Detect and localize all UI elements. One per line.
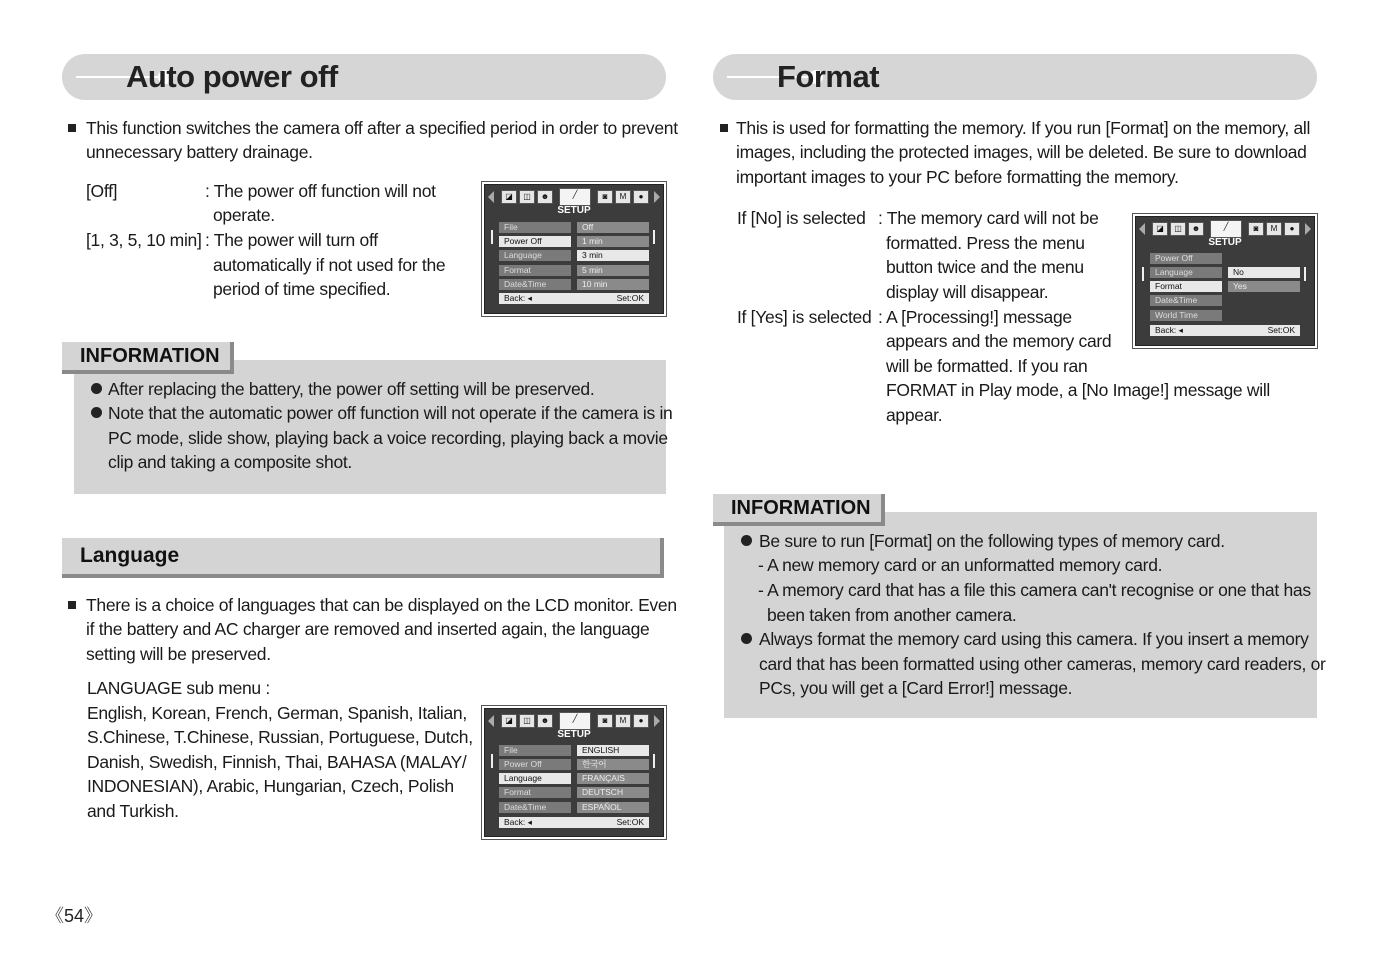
lcd-header: SETUP <box>557 729 591 740</box>
info-sub-line: - A memory card that has a file this camera can't recognise or one that has <box>758 580 1311 600</box>
scroll-bar <box>653 230 655 244</box>
language-sub-line: Danish, Swedish, Finnish, Thai, BAHASA (MALAY/ <box>87 752 467 772</box>
lcd-option: ESPAÑOL <box>577 802 649 813</box>
lcd-back-label: Back: ◂ <box>504 817 532 827</box>
information-label: INFORMATION <box>62 342 234 374</box>
lcd-footer <box>499 817 649 828</box>
toggle-icon: ● <box>633 190 649 204</box>
lcd-footer <box>499 293 649 304</box>
square-bullet-icon <box>68 124 76 132</box>
language-intro-line: if the battery and AC charger are removed and inserted again, the language <box>86 619 650 639</box>
scroll-bar <box>491 230 493 244</box>
option-desc: operate. <box>213 205 275 225</box>
lcd-setup-language <box>484 708 664 837</box>
round-bullet-icon <box>91 383 102 394</box>
lcd-menu-item: File <box>499 745 571 756</box>
camera-mode-icon: ◪ <box>1152 222 1168 236</box>
info-sub-line: - A new memory card or an unformatted memory card. <box>758 555 1163 575</box>
language-header: Language <box>62 538 664 578</box>
info-line: After replacing the battery, the power off setting will be preserved. <box>108 379 595 399</box>
option-desc: appear. <box>886 405 943 425</box>
lcd-menu-item: Format <box>499 787 571 798</box>
option-desc: button twice and the menu <box>886 257 1084 277</box>
scroll-bar <box>1304 267 1306 281</box>
lcd-set-label: Set:OK <box>1267 325 1295 335</box>
info-line: Always format the memory card using this camera. If you insert a memory <box>759 629 1309 649</box>
option-desc: FORMAT in Play mode, a [No Image!] message will <box>886 380 1270 400</box>
lcd-menu-item: Date&Time <box>499 802 571 813</box>
intro-line: important images to your PC before formatting the memory. <box>736 167 1179 187</box>
option-desc: appears and the memory card <box>886 331 1112 351</box>
wrench-icon: ╱ <box>1210 220 1242 238</box>
option-key: If [No] is selected <box>737 208 866 228</box>
lcd-option: 1 min <box>577 236 649 247</box>
lcd-header: SETUP <box>1208 237 1242 248</box>
option-desc: period of time specified. <box>213 279 391 299</box>
square-bullet-icon <box>720 124 728 132</box>
square-bullet-icon <box>68 601 76 609</box>
info-sub-line: been taken from another camera. <box>767 605 1017 625</box>
intro-line: This is used for formatting the memory. If you run [Format] on the memory, all <box>736 118 1311 138</box>
lcd-header: SETUP <box>557 205 591 216</box>
language-sub-line: and Turkish. <box>87 801 179 821</box>
lcd-menu-item: Language <box>1150 267 1222 278</box>
capture-icon: ◙ <box>597 190 613 204</box>
lcd-back-label: Back: ◂ <box>504 293 532 303</box>
lcd-menu-item: Language <box>499 773 571 784</box>
lcd-option: DEUTSCH <box>577 787 649 798</box>
lcd-option: FRANÇAIS <box>577 773 649 784</box>
manual-mode-icon: M <box>1266 222 1282 236</box>
language-sub-line: English, Korean, French, German, Spanish, Italian, <box>87 703 467 723</box>
toggle-icon: ● <box>633 714 649 728</box>
manual-mode-icon: M <box>615 714 631 728</box>
manual-mode-icon: M <box>615 190 631 204</box>
lcd-menu-item: File <box>499 222 571 233</box>
option-key: [Off] <box>86 181 118 201</box>
language-intro-line: setting will be preserved. <box>86 644 271 664</box>
intro-line: This function switches the camera off after a specified period in order to prevent <box>86 118 678 138</box>
lcd-option: Off <box>577 222 649 233</box>
arrow-right-icon <box>654 191 660 203</box>
arrow-left-icon <box>488 715 494 727</box>
wrench-icon: ╱ <box>559 188 591 206</box>
info-line: Be sure to run [Format] on the following types of memory card. <box>759 531 1225 551</box>
camera-mode-icon: ◪ <box>501 190 517 204</box>
info-line: PC mode, slide show, playing back a voice recording, playing back a movie <box>108 428 668 448</box>
info-line: Note that the automatic power off function will not operate if the camera is in <box>108 403 673 423</box>
option-desc: : The power off function will not <box>205 181 436 201</box>
lcd-menu-item: World Time <box>1150 310 1222 321</box>
person-icon: ☻ <box>537 714 553 728</box>
intro-line: images, including the protected images, will be deleted. Be sure to download <box>736 142 1307 162</box>
round-bullet-icon <box>91 407 102 418</box>
capture-icon: ◙ <box>1248 222 1264 236</box>
lcd-menu-item: Power Off <box>1150 253 1222 264</box>
lcd-option: 10 min <box>577 279 649 290</box>
section-title: Format <box>777 59 880 94</box>
page-number: 《54》 <box>46 906 103 926</box>
lcd-footer <box>1150 325 1300 336</box>
arrow-right-icon <box>654 715 660 727</box>
lcd-menu-item: Format <box>499 265 571 276</box>
toggle-icon: ● <box>1284 222 1300 236</box>
option-key: If [Yes] is selected <box>737 307 872 327</box>
round-bullet-icon <box>741 535 752 546</box>
lcd-back-label: Back: ◂ <box>1155 325 1183 335</box>
option-key: [1, 3, 5, 10 min] <box>86 230 202 250</box>
option-desc: will be formatted. If you ran <box>886 356 1088 376</box>
auto-power-off-title-bar <box>62 54 666 100</box>
info-line: PCs, you will get a [Card Error!] message. <box>759 678 1073 698</box>
scroll-bar <box>491 754 493 768</box>
lcd-menu-item: Language <box>499 250 571 261</box>
option-desc: display will disappear. <box>886 282 1049 302</box>
lcd-menu-item: Power Off <box>499 759 571 770</box>
language-sub-line: LANGUAGE sub menu : <box>87 678 270 698</box>
language-intro-line: There is a choice of languages that can be displayed on the LCD monitor. Even <box>86 595 677 615</box>
capture-icon: ◙ <box>597 714 613 728</box>
language-sub-line: S.Chinese, T.Chinese, Russian, Portuguese, Dutch, <box>87 727 473 747</box>
lcd-option: 한국어 <box>577 759 649 770</box>
lcd-option: 3 min <box>577 250 649 261</box>
lcd-menu-item: Date&Time <box>1150 295 1222 306</box>
lcd-option: 5 min <box>577 265 649 276</box>
option-desc: : The memory card will not be <box>878 208 1099 228</box>
lcd-menu-item: Date&Time <box>499 279 571 290</box>
info-line: card that has been formatted using other cameras, memory card readers, or <box>759 654 1326 674</box>
camera-mode-icon: ◪ <box>501 714 517 728</box>
display-icon: ◫ <box>1170 222 1186 236</box>
person-icon: ☻ <box>1188 222 1204 236</box>
lcd-menu-item: Power Off <box>499 236 571 247</box>
arrow-left-icon <box>1139 223 1145 235</box>
option-desc: automatically if not used for the <box>213 255 446 275</box>
lcd-option: Yes <box>1228 281 1300 292</box>
information-label: INFORMATION <box>713 494 885 526</box>
intro-line: unnecessary battery drainage. <box>86 142 313 162</box>
lcd-option: No <box>1228 267 1300 278</box>
round-bullet-icon <box>741 633 752 644</box>
wrench-icon: ╱ <box>559 712 591 730</box>
scroll-bar <box>1142 267 1144 281</box>
display-icon: ◫ <box>519 190 535 204</box>
lcd-setup-power-off <box>484 184 664 314</box>
person-icon: ☻ <box>537 190 553 204</box>
option-desc: : A [Processing!] message <box>878 307 1072 327</box>
section-title: Auto power off <box>126 59 338 94</box>
display-icon: ◫ <box>519 714 535 728</box>
lcd-option: ENGLISH <box>577 745 649 756</box>
option-desc: : The power will turn off <box>205 230 378 250</box>
lcd-setup-format <box>1135 216 1315 346</box>
language-sub-line: INDONESIAN), Arabic, Hungarian, Czech, Polish <box>87 776 454 796</box>
format-title-bar <box>713 54 1317 100</box>
info-line: clip and taking a composite shot. <box>108 452 352 472</box>
scroll-bar <box>653 754 655 768</box>
lcd-set-label: Set:OK <box>616 817 644 827</box>
arrow-right-icon <box>1305 223 1311 235</box>
option-desc: formatted. Press the menu <box>886 233 1085 253</box>
lcd-menu-item: Format <box>1150 281 1222 292</box>
arrow-left-icon <box>488 191 494 203</box>
lcd-set-label: Set:OK <box>616 293 644 303</box>
